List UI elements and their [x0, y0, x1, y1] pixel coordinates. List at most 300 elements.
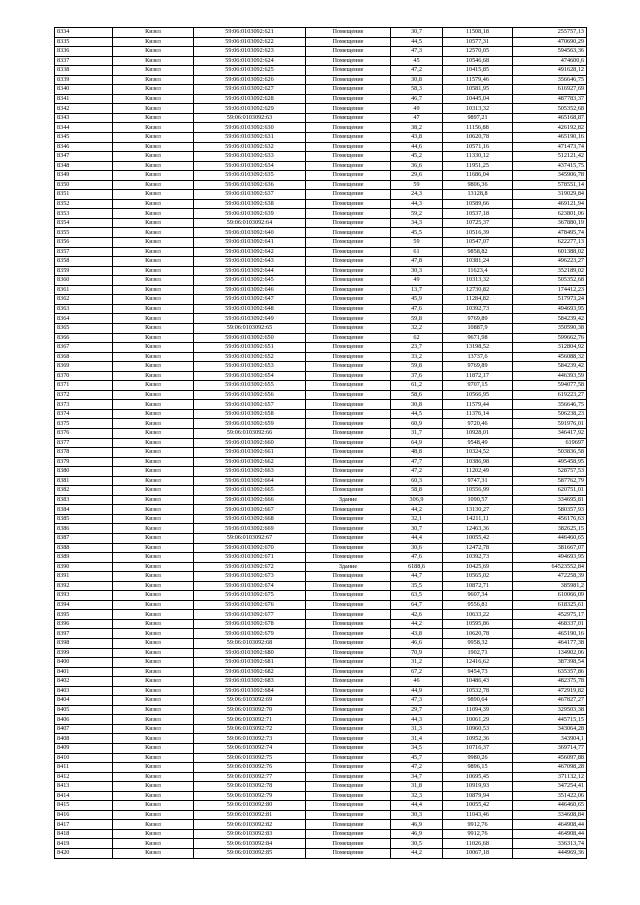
- city-cell: Кизел: [113, 94, 194, 104]
- row-number-cell: 8420: [55, 849, 113, 859]
- cadastral-number-cell: 59:06:0103092:621: [194, 28, 306, 38]
- city-cell: Кизел: [113, 505, 194, 515]
- row-number-cell: 8404: [55, 696, 113, 706]
- unit-value-cell: 10546,68: [443, 56, 513, 66]
- object-type-cell: Помещение: [306, 228, 391, 238]
- table-row: [55, 304, 587, 314]
- cadastral-number-cell: 59:06:0103092:630: [194, 123, 306, 133]
- area-cell: 44,2: [391, 505, 443, 515]
- table-row: [55, 409, 587, 419]
- row-number-cell: 8389: [55, 553, 113, 563]
- city-cell: Кизел: [113, 362, 194, 372]
- table-row: [55, 476, 587, 486]
- object-type-cell: Помещение: [306, 419, 391, 429]
- cadastral-value-cell: 371132,12: [513, 772, 587, 782]
- table-row: [55, 390, 587, 400]
- area-cell: 30,3: [391, 810, 443, 820]
- table-row: [55, 696, 587, 706]
- object-type-cell: Помещение: [306, 791, 391, 801]
- city-cell: Кизел: [113, 295, 194, 305]
- city-cell: Кизел: [113, 744, 194, 754]
- area-cell: 61: [391, 247, 443, 257]
- object-type-cell: Помещение: [306, 75, 391, 85]
- cadastral-number-cell: 59:06:0103092:660: [194, 438, 306, 448]
- unit-value-cell: 10067,18: [443, 849, 513, 859]
- object-type-cell: Помещение: [306, 304, 391, 314]
- object-type-cell: Помещение: [306, 333, 391, 343]
- object-type-cell: Помещение: [306, 677, 391, 687]
- cadastral-value-cell: 601388,02: [513, 247, 587, 257]
- table-row: [55, 619, 587, 629]
- cadastral-value-table: [54, 27, 587, 859]
- city-cell: Кизел: [113, 161, 194, 171]
- area-cell: 47,3: [391, 696, 443, 706]
- city-cell: Кизел: [113, 543, 194, 553]
- table-row: [55, 218, 587, 228]
- cadastral-number-cell: 59:06:0103092:77: [194, 772, 306, 782]
- cadastral-value-cell: 467827,27: [513, 696, 587, 706]
- cadastral-number-cell: 59:06:0103092:76: [194, 763, 306, 773]
- row-number-cell: 8379: [55, 457, 113, 467]
- cadastral-number-cell: 59:06:0103092:75: [194, 753, 306, 763]
- object-type-cell: Помещение: [306, 47, 391, 57]
- cadastral-value-cell: 494693,95: [513, 304, 587, 314]
- cadastral-number-cell: 59:06:0103092:635: [194, 171, 306, 181]
- city-cell: Кизел: [113, 810, 194, 820]
- table-row: [55, 639, 587, 649]
- row-number-cell: 8393: [55, 591, 113, 601]
- object-type-cell: Помещение: [306, 724, 391, 734]
- area-cell: 58,8: [391, 486, 443, 496]
- cadastral-value-cell: 334608,84: [513, 810, 587, 820]
- city-cell: Кизел: [113, 133, 194, 143]
- table-row: [55, 161, 587, 171]
- cadastral-value-cell: 444969,36: [513, 849, 587, 859]
- object-type-cell: Помещение: [306, 572, 391, 582]
- unit-value-cell: 12730,82: [443, 285, 513, 295]
- unit-value-cell: 11026,68: [443, 839, 513, 849]
- cadastral-number-cell: 59:06:0103092:624: [194, 56, 306, 66]
- unit-value-cell: 10928,01: [443, 428, 513, 438]
- unit-value-cell: 10415,85: [443, 66, 513, 76]
- object-type-cell: Помещение: [306, 476, 391, 486]
- cadastral-value-cell: 464908,44: [513, 820, 587, 830]
- unit-value-cell: 9896,15: [443, 763, 513, 773]
- unit-value-cell: 11579,46: [443, 75, 513, 85]
- object-type-cell: Помещение: [306, 371, 391, 381]
- cadastral-value-cell: 467098,28: [513, 763, 587, 773]
- table-row: [55, 734, 587, 744]
- cadastral-number-cell: 59:06:0103092:638: [194, 199, 306, 209]
- cadastral-number-cell: 59:06:0103092:648: [194, 304, 306, 314]
- table-row: [55, 600, 587, 610]
- unit-value-cell: 10695,45: [443, 772, 513, 782]
- area-cell: 64,7: [391, 600, 443, 610]
- row-number-cell: 8371: [55, 381, 113, 391]
- area-cell: 59,2: [391, 209, 443, 219]
- cadastral-value-cell: 387398,54: [513, 658, 587, 668]
- city-cell: Кизел: [113, 276, 194, 286]
- unit-value-cell: 9747,31: [443, 476, 513, 486]
- cadastral-number-cell: 59:06:0103092:663: [194, 467, 306, 477]
- city-cell: Кизел: [113, 438, 194, 448]
- city-cell: Кизел: [113, 533, 194, 543]
- object-type-cell: Здание: [306, 562, 391, 572]
- row-number-cell: 8412: [55, 772, 113, 782]
- cadastral-number-cell: 59:06:0103092:634: [194, 161, 306, 171]
- city-cell: Кизел: [113, 610, 194, 620]
- area-cell: 35,5: [391, 581, 443, 591]
- area-cell: 44,9: [391, 686, 443, 696]
- area-cell: 58,3: [391, 85, 443, 95]
- object-type-cell: Помещение: [306, 467, 391, 477]
- city-cell: Кизел: [113, 66, 194, 76]
- cadastral-value-cell: 594077,58: [513, 381, 587, 391]
- cadastral-number-cell: 59:06:0103092:627: [194, 85, 306, 95]
- row-number-cell: 8414: [55, 791, 113, 801]
- row-number-cell: 8342: [55, 104, 113, 114]
- unit-value-cell: 12472,78: [443, 543, 513, 553]
- table-row: [55, 524, 587, 534]
- unit-value-cell: 11043,46: [443, 810, 513, 820]
- cadastral-number-cell: 59:06:0103092:659: [194, 419, 306, 429]
- cadastral-value-cell: 385981,2: [513, 581, 587, 591]
- area-cell: 59: [391, 180, 443, 190]
- cadastral-number-cell: 59:06:0103092:79: [194, 791, 306, 801]
- cadastral-value-cell: 255757,13: [513, 28, 587, 38]
- row-number-cell: 8337: [55, 56, 113, 66]
- cadastral-value-cell: 356646,75: [513, 400, 587, 410]
- cadastral-value-cell: 469121,94: [513, 199, 587, 209]
- city-cell: Кизел: [113, 152, 194, 162]
- row-number-cell: 8361: [55, 285, 113, 295]
- row-number-cell: 8339: [55, 75, 113, 85]
- cadastral-value-cell: 465190,16: [513, 629, 587, 639]
- object-type-cell: Помещение: [306, 142, 391, 152]
- area-cell: 46,7: [391, 94, 443, 104]
- unit-value-cell: 10571,16: [443, 142, 513, 152]
- object-type-cell: Помещение: [306, 190, 391, 200]
- unit-value-cell: 10061,29: [443, 715, 513, 725]
- object-type-cell: Помещение: [306, 218, 391, 228]
- cadastral-value-cell: 505352,68: [513, 276, 587, 286]
- unit-value-cell: 10595,86: [443, 619, 513, 629]
- unit-value-cell: 9607,34: [443, 591, 513, 601]
- table-row: [55, 648, 587, 658]
- area-cell: 44,2: [391, 619, 443, 629]
- object-type-cell: Помещение: [306, 343, 391, 353]
- area-cell: 24,3: [391, 190, 443, 200]
- cadastral-value-cell: 350590,38: [513, 323, 587, 333]
- area-cell: 47,6: [391, 304, 443, 314]
- area-cell: 30,8: [391, 75, 443, 85]
- unit-value-cell: 13130,27: [443, 505, 513, 515]
- cadastral-number-cell: 59:06:0103092:623: [194, 47, 306, 57]
- area-cell: 45,2: [391, 152, 443, 162]
- cadastral-number-cell: 59:06:0103092:63: [194, 113, 306, 123]
- table-row: [55, 495, 587, 505]
- row-number-cell: 8394: [55, 600, 113, 610]
- city-cell: Кизел: [113, 658, 194, 668]
- city-cell: Кизел: [113, 724, 194, 734]
- city-cell: Кизел: [113, 247, 194, 257]
- object-type-cell: Помещение: [306, 276, 391, 286]
- row-number-cell: 8405: [55, 705, 113, 715]
- area-cell: 30,7: [391, 524, 443, 534]
- cadastral-value-cell: 465190,16: [513, 133, 587, 143]
- row-number-cell: 8377: [55, 438, 113, 448]
- city-cell: Кизел: [113, 791, 194, 801]
- area-cell: 45,9: [391, 295, 443, 305]
- area-cell: 38,2: [391, 123, 443, 133]
- cadastral-number-cell: 59:06:0103092:647: [194, 295, 306, 305]
- row-number-cell: 8388: [55, 543, 113, 553]
- area-cell: 31,2: [391, 658, 443, 668]
- cadastral-number-cell: 59:06:0103092:658: [194, 409, 306, 419]
- unit-value-cell: 10381,24: [443, 257, 513, 267]
- object-type-cell: Помещение: [306, 180, 391, 190]
- city-cell: Кизел: [113, 648, 194, 658]
- cadastral-number-cell: 59:06:0103092:65: [194, 323, 306, 333]
- cadastral-number-cell: 59:06:0103092:633: [194, 152, 306, 162]
- table-row: [55, 199, 587, 209]
- area-cell: 31,7: [391, 428, 443, 438]
- row-number-cell: 8340: [55, 85, 113, 95]
- object-type-cell: Помещение: [306, 639, 391, 649]
- table-row: [55, 572, 587, 582]
- cadastral-number-cell: 59:06:0103092:669: [194, 524, 306, 534]
- city-cell: Кизел: [113, 782, 194, 792]
- unit-value-cell: 13198,52: [443, 343, 513, 353]
- area-cell: 306,9: [391, 495, 443, 505]
- table-row: [55, 419, 587, 429]
- table-row: [55, 829, 587, 839]
- city-cell: Кизел: [113, 639, 194, 649]
- city-cell: Кизел: [113, 266, 194, 276]
- row-number-cell: 8343: [55, 113, 113, 123]
- area-cell: 30,3: [391, 266, 443, 276]
- object-type-cell: Помещение: [306, 839, 391, 849]
- area-cell: 49: [391, 276, 443, 286]
- table-row: [55, 94, 587, 104]
- unit-value-cell: 9897,21: [443, 113, 513, 123]
- table-row: [55, 142, 587, 152]
- cadastral-number-cell: 59:06:0103092:639: [194, 209, 306, 219]
- object-type-cell: Помещение: [306, 409, 391, 419]
- city-cell: Кизел: [113, 829, 194, 839]
- city-cell: Кизел: [113, 352, 194, 362]
- table-row: [55, 343, 587, 353]
- row-number-cell: 8358: [55, 257, 113, 267]
- row-number-cell: 8364: [55, 314, 113, 324]
- cadastral-number-cell: 59:06:0103092:672: [194, 562, 306, 572]
- object-type-cell: Помещение: [306, 171, 391, 181]
- area-cell: 46,6: [391, 639, 443, 649]
- cadastral-value-cell: 346417,92: [513, 428, 587, 438]
- cadastral-number-cell: 59:06:0103092:651: [194, 343, 306, 353]
- cadastral-number-cell: 59:06:0103092:652: [194, 352, 306, 362]
- table-row: [55, 744, 587, 754]
- table-row: [55, 457, 587, 467]
- city-cell: Кизел: [113, 56, 194, 66]
- table-row: [55, 591, 587, 601]
- area-cell: 34,3: [391, 218, 443, 228]
- cadastral-number-cell: 59:06:0103092:85: [194, 849, 306, 859]
- cadastral-value-cell: 426192,82: [513, 123, 587, 133]
- city-cell: Кизел: [113, 763, 194, 773]
- area-cell: 31,8: [391, 782, 443, 792]
- row-number-cell: 8344: [55, 123, 113, 133]
- city-cell: Кизел: [113, 218, 194, 228]
- table-row: [55, 352, 587, 362]
- table-row: [55, 66, 587, 76]
- unit-value-cell: 14211,11: [443, 514, 513, 524]
- cadastral-number-cell: 59:06:0103092:68: [194, 639, 306, 649]
- cadastral-value-cell: 584239,42: [513, 314, 587, 324]
- cadastral-number-cell: 59:06:0103092:64: [194, 218, 306, 228]
- object-type-cell: Помещение: [306, 658, 391, 668]
- cadastral-value-cell: 456176,63: [513, 514, 587, 524]
- table-row: [55, 85, 587, 95]
- object-type-cell: Помещение: [306, 133, 391, 143]
- cadastral-number-cell: 59:06:0103092:81: [194, 810, 306, 820]
- city-cell: Кизел: [113, 839, 194, 849]
- table-row: [55, 152, 587, 162]
- city-cell: Кизел: [113, 553, 194, 563]
- cadastral-number-cell: 59:06:0103092:650: [194, 333, 306, 343]
- table-row: [55, 171, 587, 181]
- object-type-cell: Помещение: [306, 610, 391, 620]
- table-row: [55, 428, 587, 438]
- unit-value-cell: 9769,89: [443, 362, 513, 372]
- area-cell: 44,2: [391, 849, 443, 859]
- cadastral-value-cell: 528757,53: [513, 467, 587, 477]
- object-type-cell: Помещение: [306, 772, 391, 782]
- row-number-cell: 8383: [55, 495, 113, 505]
- unit-value-cell: 10537,18: [443, 209, 513, 219]
- city-cell: Кизел: [113, 467, 194, 477]
- row-number-cell: 8418: [55, 829, 113, 839]
- cadastral-number-cell: 59:06:0103092:676: [194, 600, 306, 610]
- area-cell: 23,7: [391, 343, 443, 353]
- area-cell: 70,9: [391, 648, 443, 658]
- object-type-cell: Помещение: [306, 686, 391, 696]
- row-number-cell: 8376: [55, 428, 113, 438]
- unit-value-cell: 9858,82: [443, 247, 513, 257]
- unit-value-cell: 10725,37: [443, 218, 513, 228]
- cadastral-number-cell: 59:06:0103092:641: [194, 238, 306, 248]
- cadastral-number-cell: 59:06:0103092:655: [194, 381, 306, 391]
- city-cell: Кизел: [113, 667, 194, 677]
- unit-value-cell: 9548,49: [443, 438, 513, 448]
- city-cell: Кизел: [113, 104, 194, 114]
- cadastral-number-cell: 59:06:0103092:636: [194, 180, 306, 190]
- cadastral-value-cell: 580357,93: [513, 505, 587, 515]
- area-cell: 44,7: [391, 572, 443, 582]
- city-cell: Кизел: [113, 514, 194, 524]
- table-row: [55, 715, 587, 725]
- table-row: [55, 190, 587, 200]
- area-cell: 47,2: [391, 467, 443, 477]
- row-number-cell: 8416: [55, 810, 113, 820]
- row-number-cell: 8336: [55, 47, 113, 57]
- area-cell: 46,9: [391, 820, 443, 830]
- cadastral-value-cell: 174412,23: [513, 285, 587, 295]
- object-type-cell: Помещение: [306, 715, 391, 725]
- row-number-cell: 8374: [55, 409, 113, 419]
- cadastral-value-cell: 587762,79: [513, 476, 587, 486]
- unit-value-cell: 10581,95: [443, 85, 513, 95]
- cadastral-value-cell: 464908,44: [513, 829, 587, 839]
- cadastral-number-cell: 59:06:0103092:637: [194, 190, 306, 200]
- area-cell: 45,5: [391, 228, 443, 238]
- unit-value-cell: 10313,32: [443, 276, 513, 286]
- area-cell: 59: [391, 238, 443, 248]
- unit-value-cell: 10445,04: [443, 94, 513, 104]
- table-row: [55, 28, 587, 38]
- table-row: [55, 486, 587, 496]
- city-cell: Кизел: [113, 409, 194, 419]
- unit-value-cell: 11094,39: [443, 705, 513, 715]
- area-cell: 44,5: [391, 37, 443, 47]
- city-cell: Кизел: [113, 171, 194, 181]
- object-type-cell: Помещение: [306, 553, 391, 563]
- table-row: [55, 791, 587, 801]
- unit-value-cell: 10887,9: [443, 323, 513, 333]
- area-cell: 47: [391, 113, 443, 123]
- row-number-cell: 8363: [55, 304, 113, 314]
- area-cell: 29,6: [391, 171, 443, 181]
- table-row: [55, 849, 587, 859]
- unit-value-cell: 10633,22: [443, 610, 513, 620]
- table-row: [55, 333, 587, 343]
- city-cell: Кизел: [113, 849, 194, 859]
- area-cell: 59,8: [391, 362, 443, 372]
- cadastral-number-cell: 59:06:0103092:665: [194, 486, 306, 496]
- object-type-cell: Помещение: [306, 323, 391, 333]
- unit-value-cell: 11376,14: [443, 409, 513, 419]
- unit-value-cell: 10565,02: [443, 572, 513, 582]
- row-number-cell: 8390: [55, 562, 113, 572]
- unit-value-cell: 12570,05: [443, 47, 513, 57]
- area-cell: 42,6: [391, 610, 443, 620]
- unit-value-cell: 11686,04: [443, 171, 513, 181]
- table-row: [55, 276, 587, 286]
- area-cell: 60,3: [391, 476, 443, 486]
- unit-value-cell: 9912,76: [443, 829, 513, 839]
- city-cell: Кизел: [113, 47, 194, 57]
- unit-value-cell: 10055,42: [443, 801, 513, 811]
- city-cell: Кизел: [113, 457, 194, 467]
- cadastral-number-cell: 59:06:0103092:640: [194, 228, 306, 238]
- row-number-cell: 8368: [55, 352, 113, 362]
- area-cell: 46: [391, 677, 443, 687]
- unit-value-cell: 10620,78: [443, 629, 513, 639]
- object-type-cell: Помещение: [306, 619, 391, 629]
- cadastral-value-cell: 610066,09: [513, 591, 587, 601]
- cadastral-number-cell: 59:06:0103092:71: [194, 715, 306, 725]
- cadastral-number-cell: 59:06:0103092:681: [194, 658, 306, 668]
- cadastral-number-cell: 59:06:0103092:668: [194, 514, 306, 524]
- area-cell: 33,2: [391, 352, 443, 362]
- city-cell: Кизел: [113, 314, 194, 324]
- cadastral-number-cell: 59:06:0103092:83: [194, 829, 306, 839]
- table-row: [55, 514, 587, 524]
- city-cell: Кизел: [113, 257, 194, 267]
- row-number-cell: 8409: [55, 744, 113, 754]
- area-cell: 49: [391, 104, 443, 114]
- unit-value-cell: 9890,64: [443, 696, 513, 706]
